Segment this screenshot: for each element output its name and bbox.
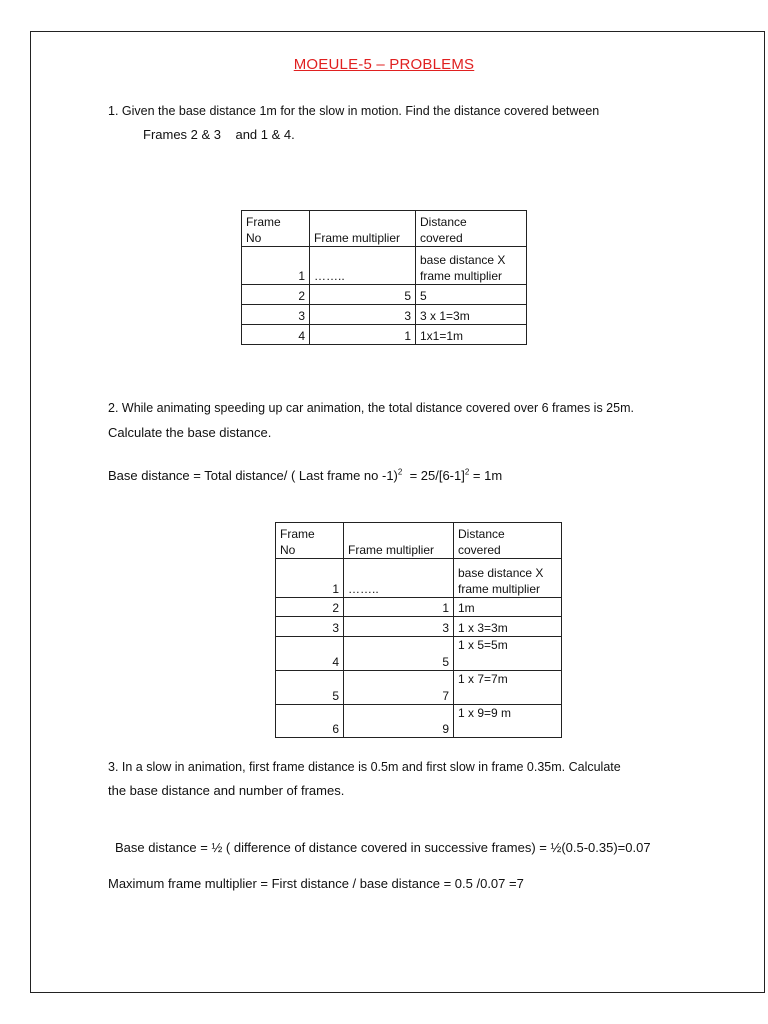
cell-distance: 1 x 9=9 m bbox=[454, 705, 562, 738]
table-2 bbox=[275, 522, 562, 738]
table-row bbox=[276, 559, 562, 598]
question-3-text: 3. In a slow in animation, first frame distance is 0.5m and first slow in frame 0.35m. Calculate bbox=[108, 760, 621, 774]
table-row bbox=[242, 305, 527, 325]
question-3-answer-base-distance: Base distance = ½ ( difference of distance covered in successive frames) = ½(0.5-0.35)=0.07 bbox=[115, 840, 651, 855]
cell-multiplier: 1 bbox=[344, 598, 454, 617]
page-title: MOEULE-5 – PROBLEMS bbox=[293, 56, 475, 73]
table-1 bbox=[241, 210, 527, 345]
table-row bbox=[276, 637, 562, 671]
cell-frame: 3 bbox=[276, 617, 344, 637]
cell-frame: 4 bbox=[242, 325, 310, 345]
cell-distance: base distance X frame multiplier bbox=[454, 559, 562, 598]
cell-multiplier: 5 bbox=[310, 285, 416, 305]
question-2-text: 2. While animating speeding up car animation, the total distance covered over 6 frames is 25m. bbox=[108, 401, 634, 415]
question-2-formula: Base distance = Total distance/ ( Last frame no $-1)^2 = 25/[6-1]^2 = 1m$ bbox=[108, 467, 503, 483]
header-frame-no: Frame No bbox=[276, 523, 344, 559]
cell-multiplier: …….. bbox=[310, 247, 416, 285]
table-2-header-row bbox=[276, 523, 562, 559]
cell-frame: 2 bbox=[242, 285, 310, 305]
cell-distance: 1x1=1m bbox=[416, 325, 527, 345]
table-1-header-row bbox=[242, 211, 527, 247]
cell-multiplier: 1 bbox=[310, 325, 416, 345]
cell-distance: 1 x 3=3m bbox=[454, 617, 562, 637]
cell-distance: 3 x 1=3m bbox=[416, 305, 527, 325]
cell-distance: 5 bbox=[416, 285, 527, 305]
header-distance-covered: Distance covered bbox=[454, 523, 562, 559]
cell-distance: 1 x 7=7m bbox=[454, 671, 562, 705]
question-2-subtext: Calculate the base distance. bbox=[108, 425, 272, 440]
cell-multiplier: …….. bbox=[344, 559, 454, 598]
cell-frame: 5 bbox=[276, 671, 344, 705]
header-frame-multiplier: Frame multiplier bbox=[310, 211, 416, 247]
cell-frame: 1 bbox=[242, 247, 310, 285]
table-row bbox=[242, 247, 527, 285]
cell-distance: 1 x 5=5m bbox=[454, 637, 562, 671]
table-row bbox=[276, 705, 562, 738]
cell-multiplier: 9 bbox=[344, 705, 454, 738]
cell-multiplier: 3 bbox=[310, 305, 416, 325]
cell-distance: base distance X frame multiplier bbox=[416, 247, 527, 285]
table-row bbox=[276, 617, 562, 637]
question-3-answer-max-multiplier: Maximum frame multiplier = First distance / base distance = 0.5 /0.07 =7 bbox=[108, 876, 524, 891]
table-row bbox=[242, 325, 527, 345]
question-1-text: 1. Given the base distance 1m for the slow in motion. Find the distance covered between bbox=[108, 104, 600, 118]
header-distance-covered: Distance covered bbox=[416, 211, 527, 247]
table-row bbox=[242, 285, 527, 305]
header-frame-no: Frame No bbox=[242, 211, 310, 247]
cell-multiplier: 3 bbox=[344, 617, 454, 637]
table-row bbox=[276, 671, 562, 705]
cell-frame: 6 bbox=[276, 705, 344, 738]
cell-distance: 1m bbox=[454, 598, 562, 617]
question-3-subtext: the base distance and number of frames. bbox=[108, 783, 345, 798]
header-frame-multiplier: Frame multiplier bbox=[344, 523, 454, 559]
cell-frame: 4 bbox=[276, 637, 344, 671]
cell-multiplier: 5 bbox=[344, 637, 454, 671]
table-row bbox=[276, 598, 562, 617]
cell-multiplier: 7 bbox=[344, 671, 454, 705]
cell-frame: 3 bbox=[242, 305, 310, 325]
question-1-frames: Frames 2 & 3 and 1 & 4. bbox=[143, 127, 295, 142]
cell-frame: 2 bbox=[276, 598, 344, 617]
cell-frame: 1 bbox=[276, 559, 344, 598]
